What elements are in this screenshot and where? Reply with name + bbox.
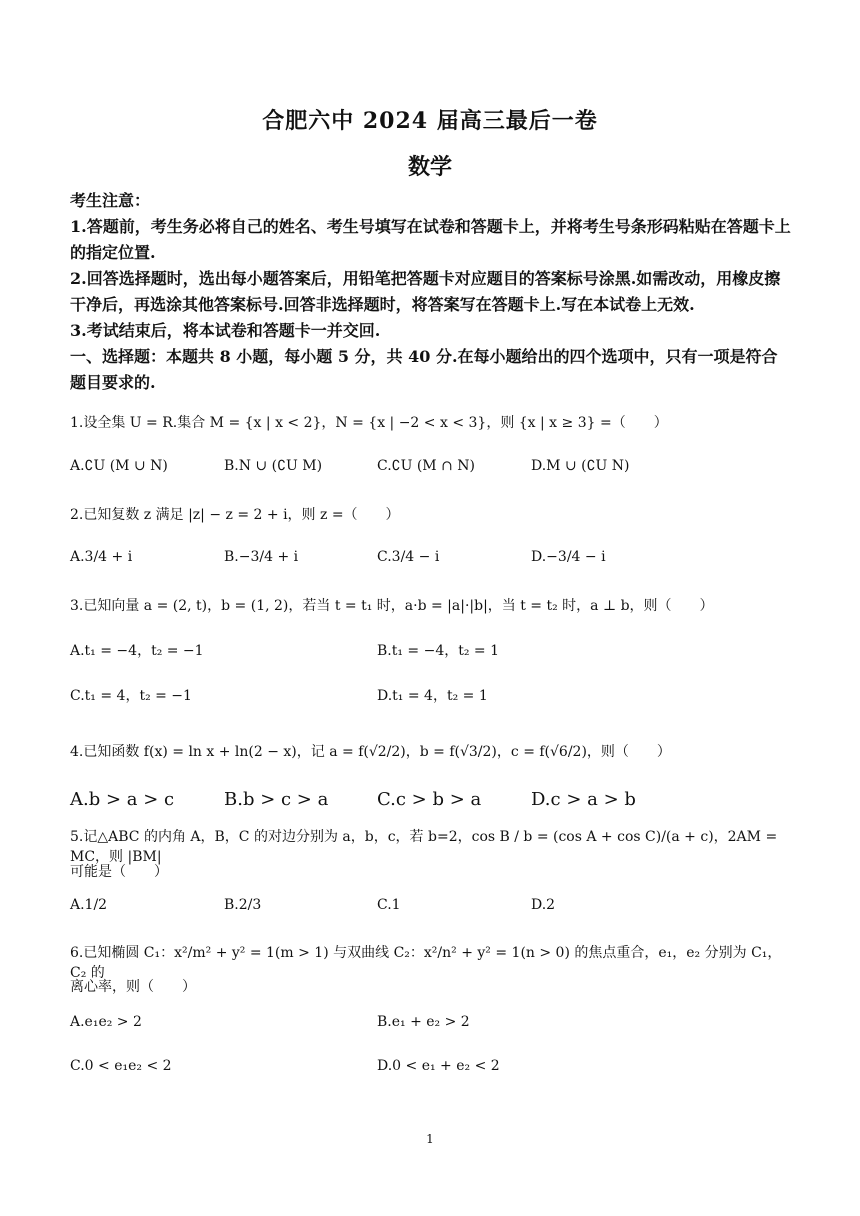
- question-2-option-d: D.−3/4 − i: [531, 549, 606, 565]
- question-2-option-a: A.3/4 + i: [70, 549, 133, 565]
- question-5-stem-continued: 可能是（ ）: [70, 864, 168, 880]
- question-5-option-a: A.1/2: [70, 897, 108, 913]
- section-heading: 一、选择题：本题共 8 小题，每小题 5 分，共 40 分.在每小题给出的四个选项中，只有一项是符合题目要求的.: [70, 347, 778, 392]
- question-4-option-a: A.b > a > c: [70, 789, 175, 810]
- exam-subject: 数学: [407, 154, 452, 180]
- question-6-option-a: A.e₁e₂ > 2: [70, 1014, 142, 1030]
- question-5-stem: 5.记△ABC 的内角 A，B，C 的对边分别为 a，b，c，若 b=2，cos B / b = (cos A + cos C)/(a + c)，2AM = MC，则 |BM|: [70, 829, 778, 865]
- question-3-option-a: A.t₁ = −4，t₂ = −1: [70, 643, 204, 659]
- question-4-option-c: C.c > b > a: [377, 789, 482, 810]
- question-5-option-d: D.2: [531, 897, 556, 913]
- question-1-option-d: D.M ∪ (∁U N): [531, 458, 630, 474]
- question-3-stem: 3.已知向量 a = (2, t)，b = (1, 2)，若当 t = t₁ 时，a·b = |a|·|b|，当 t = t₂ 时，a ⊥ b，则（ ）: [70, 598, 714, 614]
- exam-title: 合肥六中 2024 届高三最后一卷: [262, 108, 598, 134]
- question-1-stem: 1.设全集 U = R.集合 M = {x | x < 2}，N = {x | −2 < x < 3}，则 {x | x ≥ 3} =（ ）: [70, 415, 668, 431]
- question-4-option-b: B.b > c > a: [224, 789, 329, 810]
- notice-heading: 考生注意：: [70, 191, 151, 210]
- question-6-option-b: B.e₁ + e₂ > 2: [377, 1014, 470, 1030]
- notice-item-3: 3.考试结束后，将本试卷和答题卡一并交回.: [70, 321, 381, 340]
- notice-item-2: 2.回答选择题时，选出每小题答案后，用铅笔把答题卡对应题目的答案标号涂黑.如需改动，用橡皮擦干净后，再选涂其他答案标号.回答非选择题时，将答案写在答题卡上.写在本试卷上无效.: [70, 269, 781, 314]
- question-3-option-b: B.t₁ = −4，t₂ = 1: [377, 643, 500, 659]
- question-6-stem: 6.已知椭圆 C₁：x²/m² + y² = 1(m > 1) 与双曲线 C₂：x²/n² + y² = 1(n > 0) 的焦点重合，e₁，e₂ 分别为 C₁，C₂ 的: [70, 945, 782, 981]
- question-2-stem: 2.已知复数 z 满足 |z| − z = 2 + i，则 z =（ ）: [70, 507, 400, 523]
- question-5-option-b: B.2/3: [224, 897, 262, 913]
- question-4-stem: 4.已知函数 f(x) = ln x + ln(2 − x)，记 a = f(√2/2)，b = f(√3/2)，c = f(√6/2)，则（ ）: [70, 744, 671, 760]
- question-5-option-c: C.1: [377, 897, 401, 913]
- question-1-option-a: A.∁U (M ∪ N): [70, 458, 168, 474]
- question-6-stem-continued: 离心率，则（ ）: [70, 979, 196, 995]
- question-3-option-d: D.t₁ = 4，t₂ = 1: [377, 688, 488, 704]
- question-2-option-b: B.−3/4 + i: [224, 549, 299, 565]
- question-3-option-c: C.t₁ = 4，t₂ = −1: [70, 688, 192, 704]
- notice-item-1: 1.答题前，考生务必将自己的姓名、考生号填写在试卷和答题卡上，并将考生号条形码粘贴在答题卡上的指定位置.: [70, 217, 791, 262]
- question-2-option-c: C.3/4 − i: [377, 549, 440, 565]
- question-1-option-b: B.N ∪ (∁U M): [224, 458, 323, 474]
- question-1-option-c: C.∁U (M ∩ N): [377, 458, 475, 474]
- page-number: 1: [426, 1132, 434, 1146]
- question-6-option-d: D.0 < e₁ + e₂ < 2: [377, 1058, 500, 1074]
- question-6-option-c: C.0 < e₁e₂ < 2: [70, 1058, 172, 1074]
- question-4-option-d: D.c > a > b: [531, 789, 636, 810]
